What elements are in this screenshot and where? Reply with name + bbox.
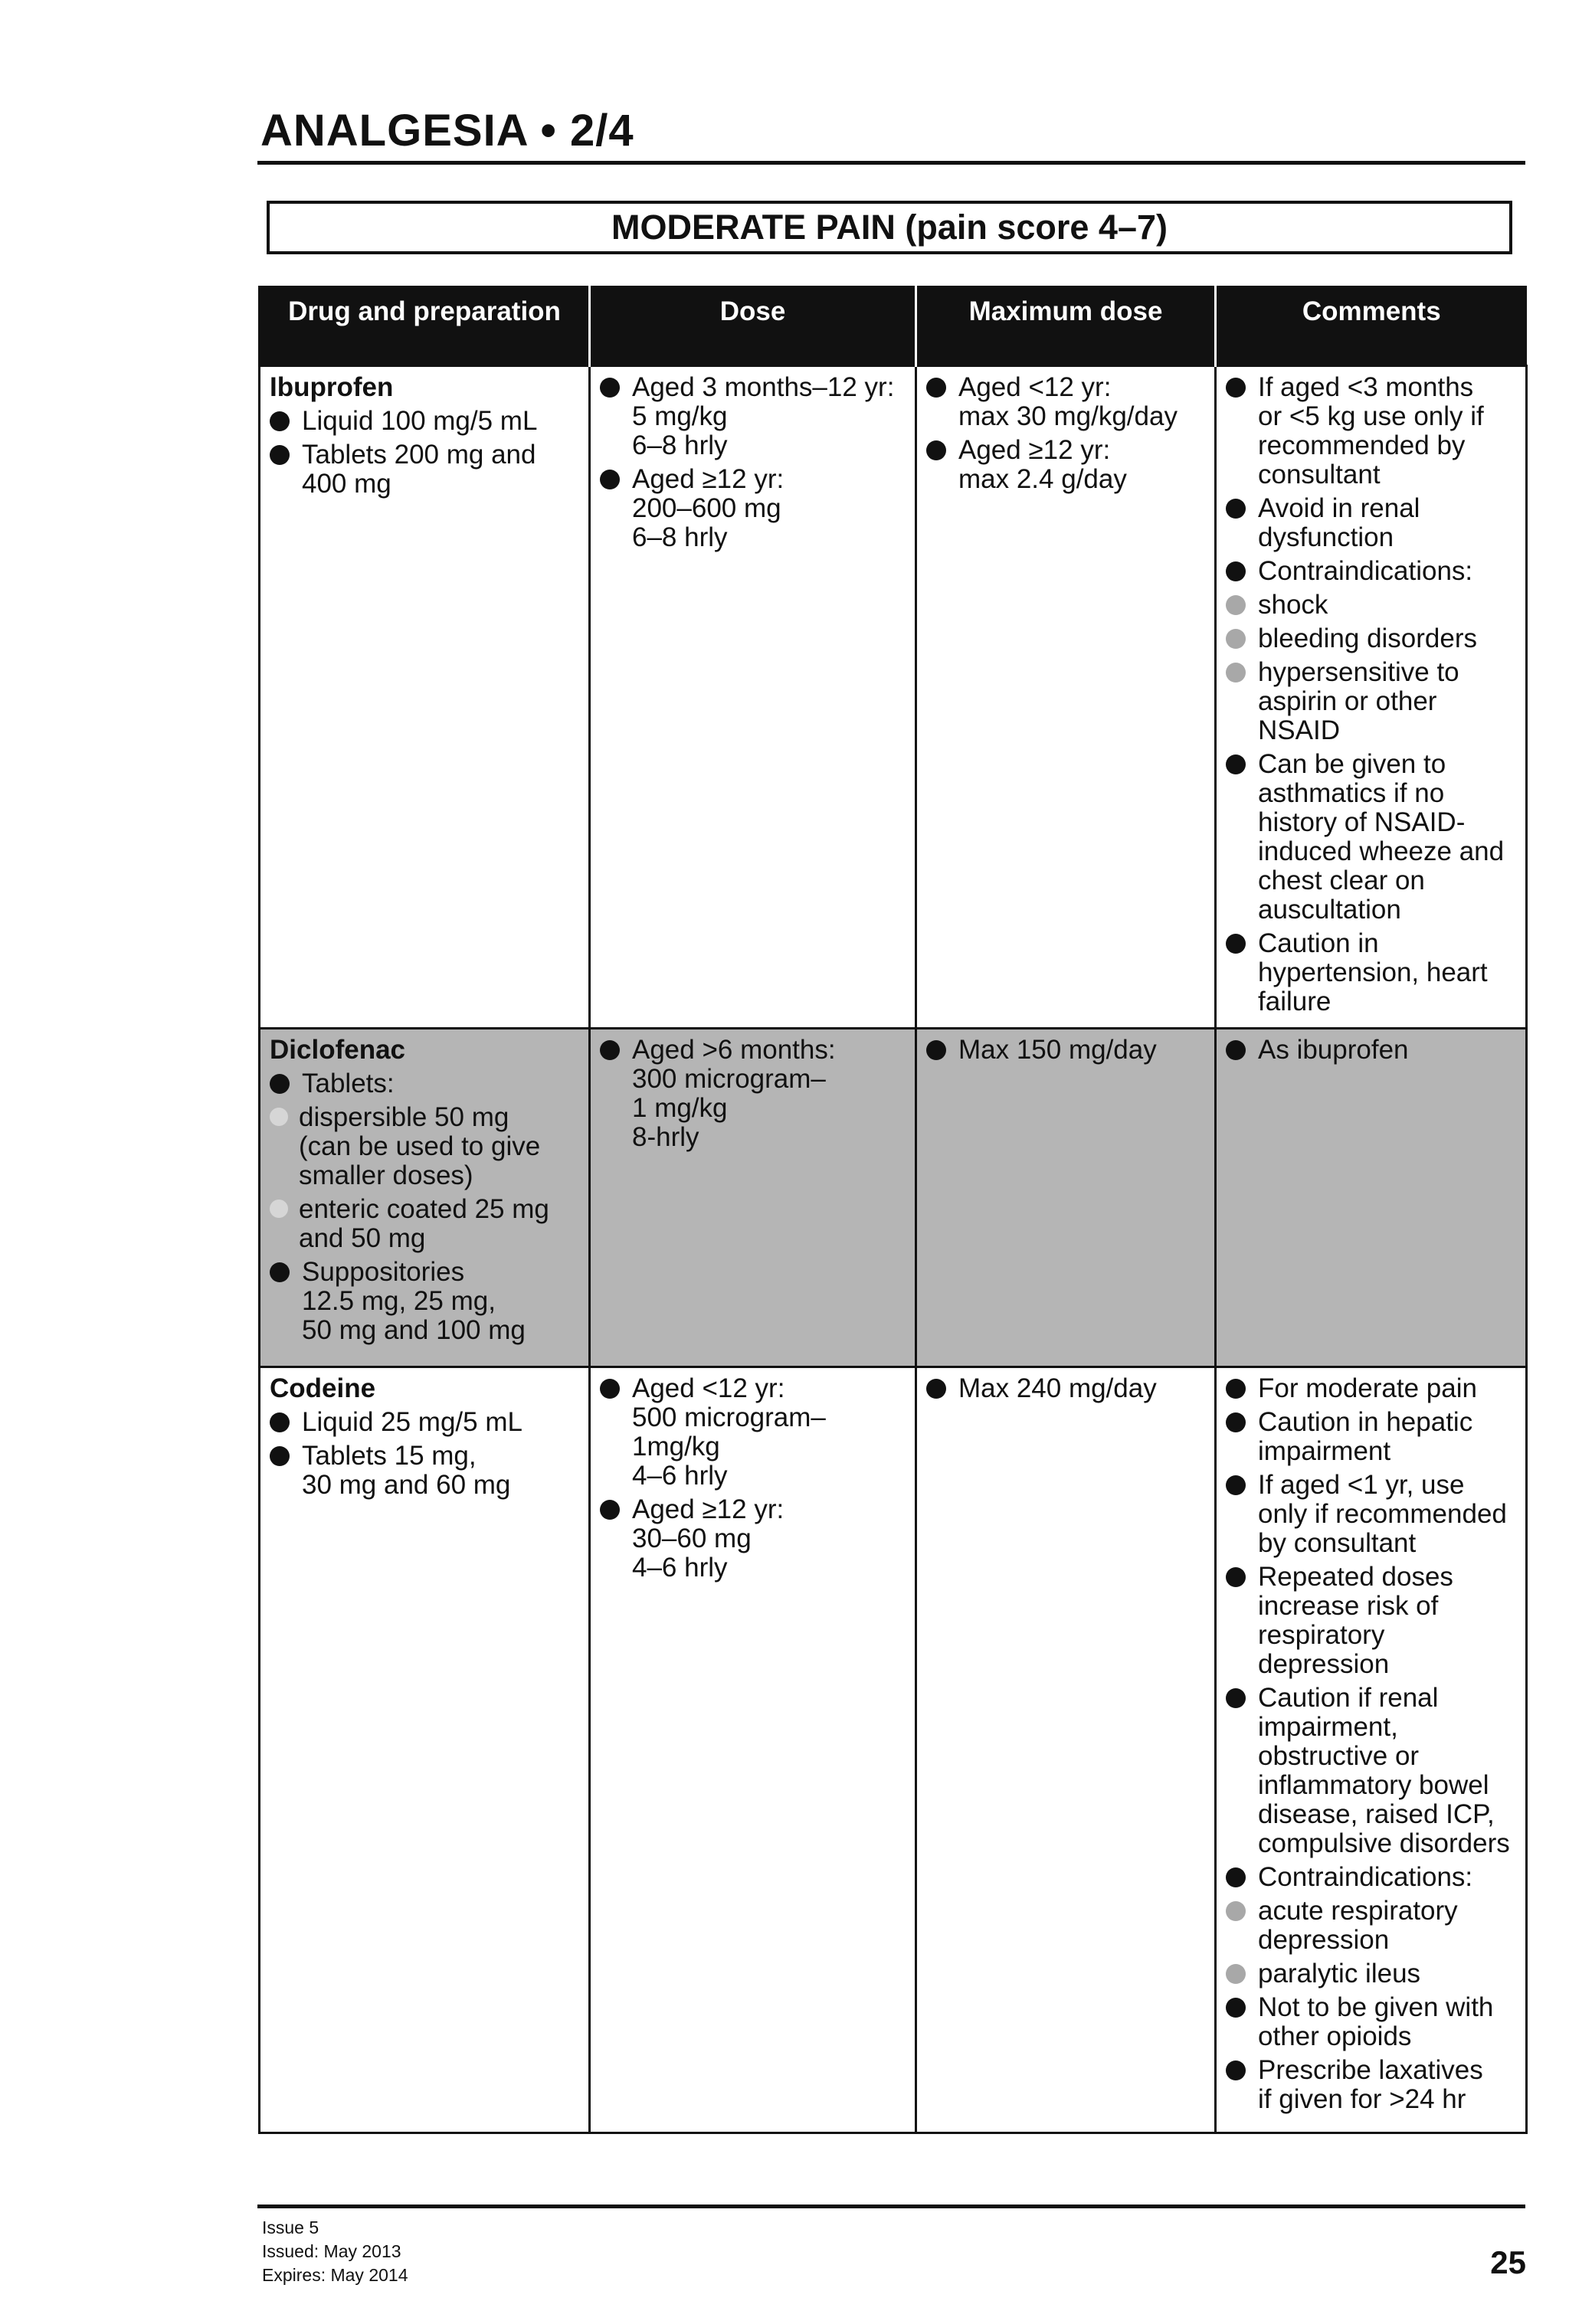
drug-name: Ibuprofen — [270, 372, 394, 402]
list-item-text: As ibuprofen — [1258, 1034, 1409, 1065]
list-item — [270, 1408, 585, 1437]
issue-number: Issue 5 — [262, 2218, 319, 2237]
list-item-text: shock — [1258, 589, 1328, 620]
bullet-icon — [1226, 1867, 1246, 1887]
bullet-list — [1226, 1036, 1522, 1065]
list-item-text: Aged ≥12 yr: 200–600 mg 6–8 hrly — [632, 463, 784, 552]
bullet-icon — [1226, 1475, 1246, 1495]
bullet-icon — [926, 1379, 946, 1399]
list-item — [1226, 2056, 1522, 2114]
bullet-icon — [1226, 1998, 1246, 2018]
table-row-codeine — [260, 1367, 1527, 2133]
list-item — [270, 1442, 585, 1500]
bullet-icon — [1226, 1688, 1246, 1708]
list-item — [1226, 624, 1522, 653]
bullet-list — [926, 373, 1211, 494]
list-item-text: dispersible 50 mg (can be used to give smaller doses) — [299, 1101, 541, 1190]
list-item-text: hypersensitive to aspirin or other NSAID — [1258, 656, 1459, 745]
cell-drug — [260, 365, 590, 1028]
bullet-icon — [1226, 561, 1246, 581]
page-number: 25 — [1490, 2244, 1526, 2280]
cell-dose — [590, 1028, 916, 1367]
list-item-text: Aged ≥12 yr: 30–60 mg 4–6 hrly — [632, 1494, 784, 1583]
cell-dose — [590, 365, 916, 1028]
list-item-text: Liquid 25 mg/5 mL — [302, 1406, 522, 1437]
list-item — [600, 373, 912, 460]
list-item-text: Aged >6 months: 300 microgram– 1 mg/kg 8-hrly — [632, 1034, 836, 1152]
list-item-text: Aged ≥12 yr: max 2.4 g/day — [958, 434, 1127, 494]
bullet-list — [600, 373, 912, 552]
bullet-list — [1226, 1374, 1522, 2114]
title-divider — [257, 161, 1525, 165]
drug-name: Codeine — [270, 1373, 376, 1403]
bullet-icon — [270, 1412, 290, 1432]
sub-bullet-icon — [1226, 1901, 1246, 1921]
list-item — [600, 465, 912, 552]
list-item — [1226, 494, 1522, 552]
sub-bullet-icon — [1226, 1964, 1246, 1984]
list-item-text: Caution in hepatic impairment — [1258, 1406, 1473, 1466]
list-item-text: Tablets 200 mg and 400 mg — [302, 439, 536, 499]
column-header-max-dose: Maximum dose — [916, 286, 1216, 365]
list-item — [270, 1195, 585, 1253]
list-item — [1226, 658, 1522, 745]
footer-divider — [257, 2205, 1525, 2208]
list-item — [1226, 373, 1522, 489]
list-item — [926, 1374, 1211, 1403]
list-item — [270, 440, 585, 499]
list-item-text: Caution if renal impairment, obstructive or inflammatory bowel disease, raised ICP, compulsive disorders — [1258, 1682, 1510, 1858]
list-item — [1226, 1471, 1522, 1558]
bullet-icon — [1226, 2061, 1246, 2080]
list-item — [600, 1495, 912, 1583]
list-item — [1226, 1036, 1522, 1065]
cell-drug — [260, 1367, 590, 2133]
bullet-icon — [926, 440, 946, 460]
issued-date: Issued: May 2013 — [262, 2241, 401, 2261]
list-item — [926, 373, 1211, 431]
list-item-text: acute respiratory depression — [1258, 1895, 1458, 1955]
bullet-icon — [926, 1040, 946, 1060]
bullet-icon — [600, 1379, 620, 1399]
list-item — [1226, 1563, 1522, 1679]
column-header-dose: Dose — [590, 286, 916, 365]
bullet-list — [270, 407, 585, 499]
list-item — [1226, 1408, 1522, 1466]
list-item-text: Contraindications: — [1258, 555, 1473, 586]
table-row-diclofenac — [260, 1028, 1527, 1367]
cell-max-dose — [916, 365, 1216, 1028]
sub-bullet-icon — [1226, 663, 1246, 682]
cell-drug — [260, 1028, 590, 1367]
list-item-text: bleeding disorders — [1258, 623, 1478, 653]
list-item — [270, 1258, 585, 1345]
list-item-text: Repeated doses increase risk of respiratory depression — [1258, 1561, 1453, 1679]
bullet-list — [600, 1374, 912, 1583]
sub-bullet-icon — [270, 1108, 288, 1126]
list-item-text: Max 150 mg/day — [958, 1034, 1157, 1065]
bullet-icon — [1226, 754, 1246, 774]
list-item — [1226, 1684, 1522, 1858]
list-item-text: Aged <12 yr: 500 microgram– 1mg/kg 4–6 hrly — [632, 1373, 826, 1491]
list-item-text: Avoid in renal dysfunction — [1258, 493, 1420, 552]
list-item — [1226, 1959, 1522, 1988]
bullet-icon — [1226, 1412, 1246, 1432]
bullet-icon — [1226, 1040, 1246, 1060]
expiry-date: Expires: May 2014 — [262, 2265, 408, 2285]
list-item-text: Caution in hypertension, heart failure — [1258, 928, 1488, 1016]
bullet-list — [926, 1036, 1211, 1065]
list-item — [1226, 557, 1522, 586]
page-title: ANALGESIA • 2/4 — [260, 106, 634, 155]
list-item-text: Prescribe laxatives if given for >24 hr — [1258, 2054, 1483, 2114]
bullet-list — [926, 1374, 1211, 1403]
list-item — [1226, 1863, 1522, 1892]
list-item-text: Aged <12 yr: max 30 mg/kg/day — [958, 372, 1178, 431]
list-item-text: paralytic ileus — [1258, 1958, 1421, 1988]
footer-issue-info — [262, 2216, 408, 2287]
list-item-text: Can be given to asthmatics if no history of NSAID- induced wheeze and chest clear on auscultation — [1258, 748, 1505, 925]
list-item — [926, 1036, 1211, 1065]
list-item-text: If aged <1 yr, use only if recommended by consultant — [1258, 1469, 1507, 1558]
sub-bullet-icon — [1226, 629, 1246, 649]
bullet-icon — [1226, 378, 1246, 398]
bullet-list — [270, 1408, 585, 1500]
bullet-icon — [270, 411, 290, 431]
table-header-row — [260, 286, 1527, 365]
list-item-text: Suppositories 12.5 mg, 25 mg, 50 mg and 100 mg — [302, 1256, 526, 1345]
list-item — [270, 407, 585, 436]
bullet-list — [600, 1036, 912, 1152]
cell-comments — [1216, 1367, 1527, 2133]
bullet-icon — [926, 378, 946, 398]
bullet-icon — [1226, 1379, 1246, 1399]
section-heading: MODERATE PAIN (pain score 4–7) — [267, 201, 1512, 254]
list-item-text: enteric coated 25 mg and 50 mg — [299, 1193, 549, 1253]
list-item-text: Aged 3 months–12 yr: 5 mg/kg 6–8 hrly — [632, 372, 895, 460]
list-item — [1226, 1374, 1522, 1403]
list-item-text: Contraindications: — [1258, 1861, 1473, 1892]
cell-comments — [1216, 365, 1527, 1028]
list-item — [1226, 929, 1522, 1016]
list-item — [926, 436, 1211, 494]
sub-bullet-icon — [270, 1200, 288, 1218]
bullet-icon — [600, 470, 620, 489]
list-item-text: If aged <3 months or <5 kg use only if recommended by consultant — [1258, 372, 1484, 489]
drug-name: Diclofenac — [270, 1034, 405, 1065]
bullet-list — [270, 1069, 585, 1345]
list-item — [600, 1374, 912, 1491]
bullet-icon — [600, 1500, 620, 1520]
bullet-list — [1226, 373, 1522, 1016]
list-item — [1226, 591, 1522, 620]
cell-max-dose — [916, 1028, 1216, 1367]
list-item-text: Tablets: — [302, 1068, 395, 1098]
sub-bullet-icon — [1226, 595, 1246, 615]
list-item — [1226, 1897, 1522, 1955]
list-item-text: Tablets 15 mg, 30 mg and 60 mg — [302, 1440, 511, 1500]
bullet-icon — [270, 1262, 290, 1282]
list-item-text: Liquid 100 mg/5 mL — [302, 405, 538, 436]
list-item — [600, 1036, 912, 1152]
bullet-icon — [270, 1446, 290, 1466]
cell-max-dose — [916, 1367, 1216, 2133]
bullet-icon — [1226, 1567, 1246, 1587]
table-row-ibuprofen — [260, 365, 1527, 1028]
cell-comments — [1216, 1028, 1527, 1367]
analgesia-table — [258, 286, 1528, 2134]
list-item — [270, 1103, 585, 1190]
bullet-icon — [600, 378, 620, 398]
list-item-text: Not to be given with other opioids — [1258, 1992, 1494, 2051]
list-item — [1226, 1993, 1522, 2051]
column-header-comments: Comments — [1216, 286, 1527, 365]
cell-dose — [590, 1367, 916, 2133]
list-item — [270, 1069, 585, 1098]
column-header-drug: Drug and preparation — [260, 286, 590, 365]
list-item-text: For moderate pain — [1258, 1373, 1477, 1403]
list-item — [1226, 750, 1522, 925]
bullet-icon — [1226, 934, 1246, 954]
bullet-icon — [270, 1074, 290, 1094]
bullet-icon — [1226, 499, 1246, 519]
list-item-text: Max 240 mg/day — [958, 1373, 1157, 1403]
bullet-icon — [270, 445, 290, 465]
bullet-icon — [600, 1040, 620, 1060]
